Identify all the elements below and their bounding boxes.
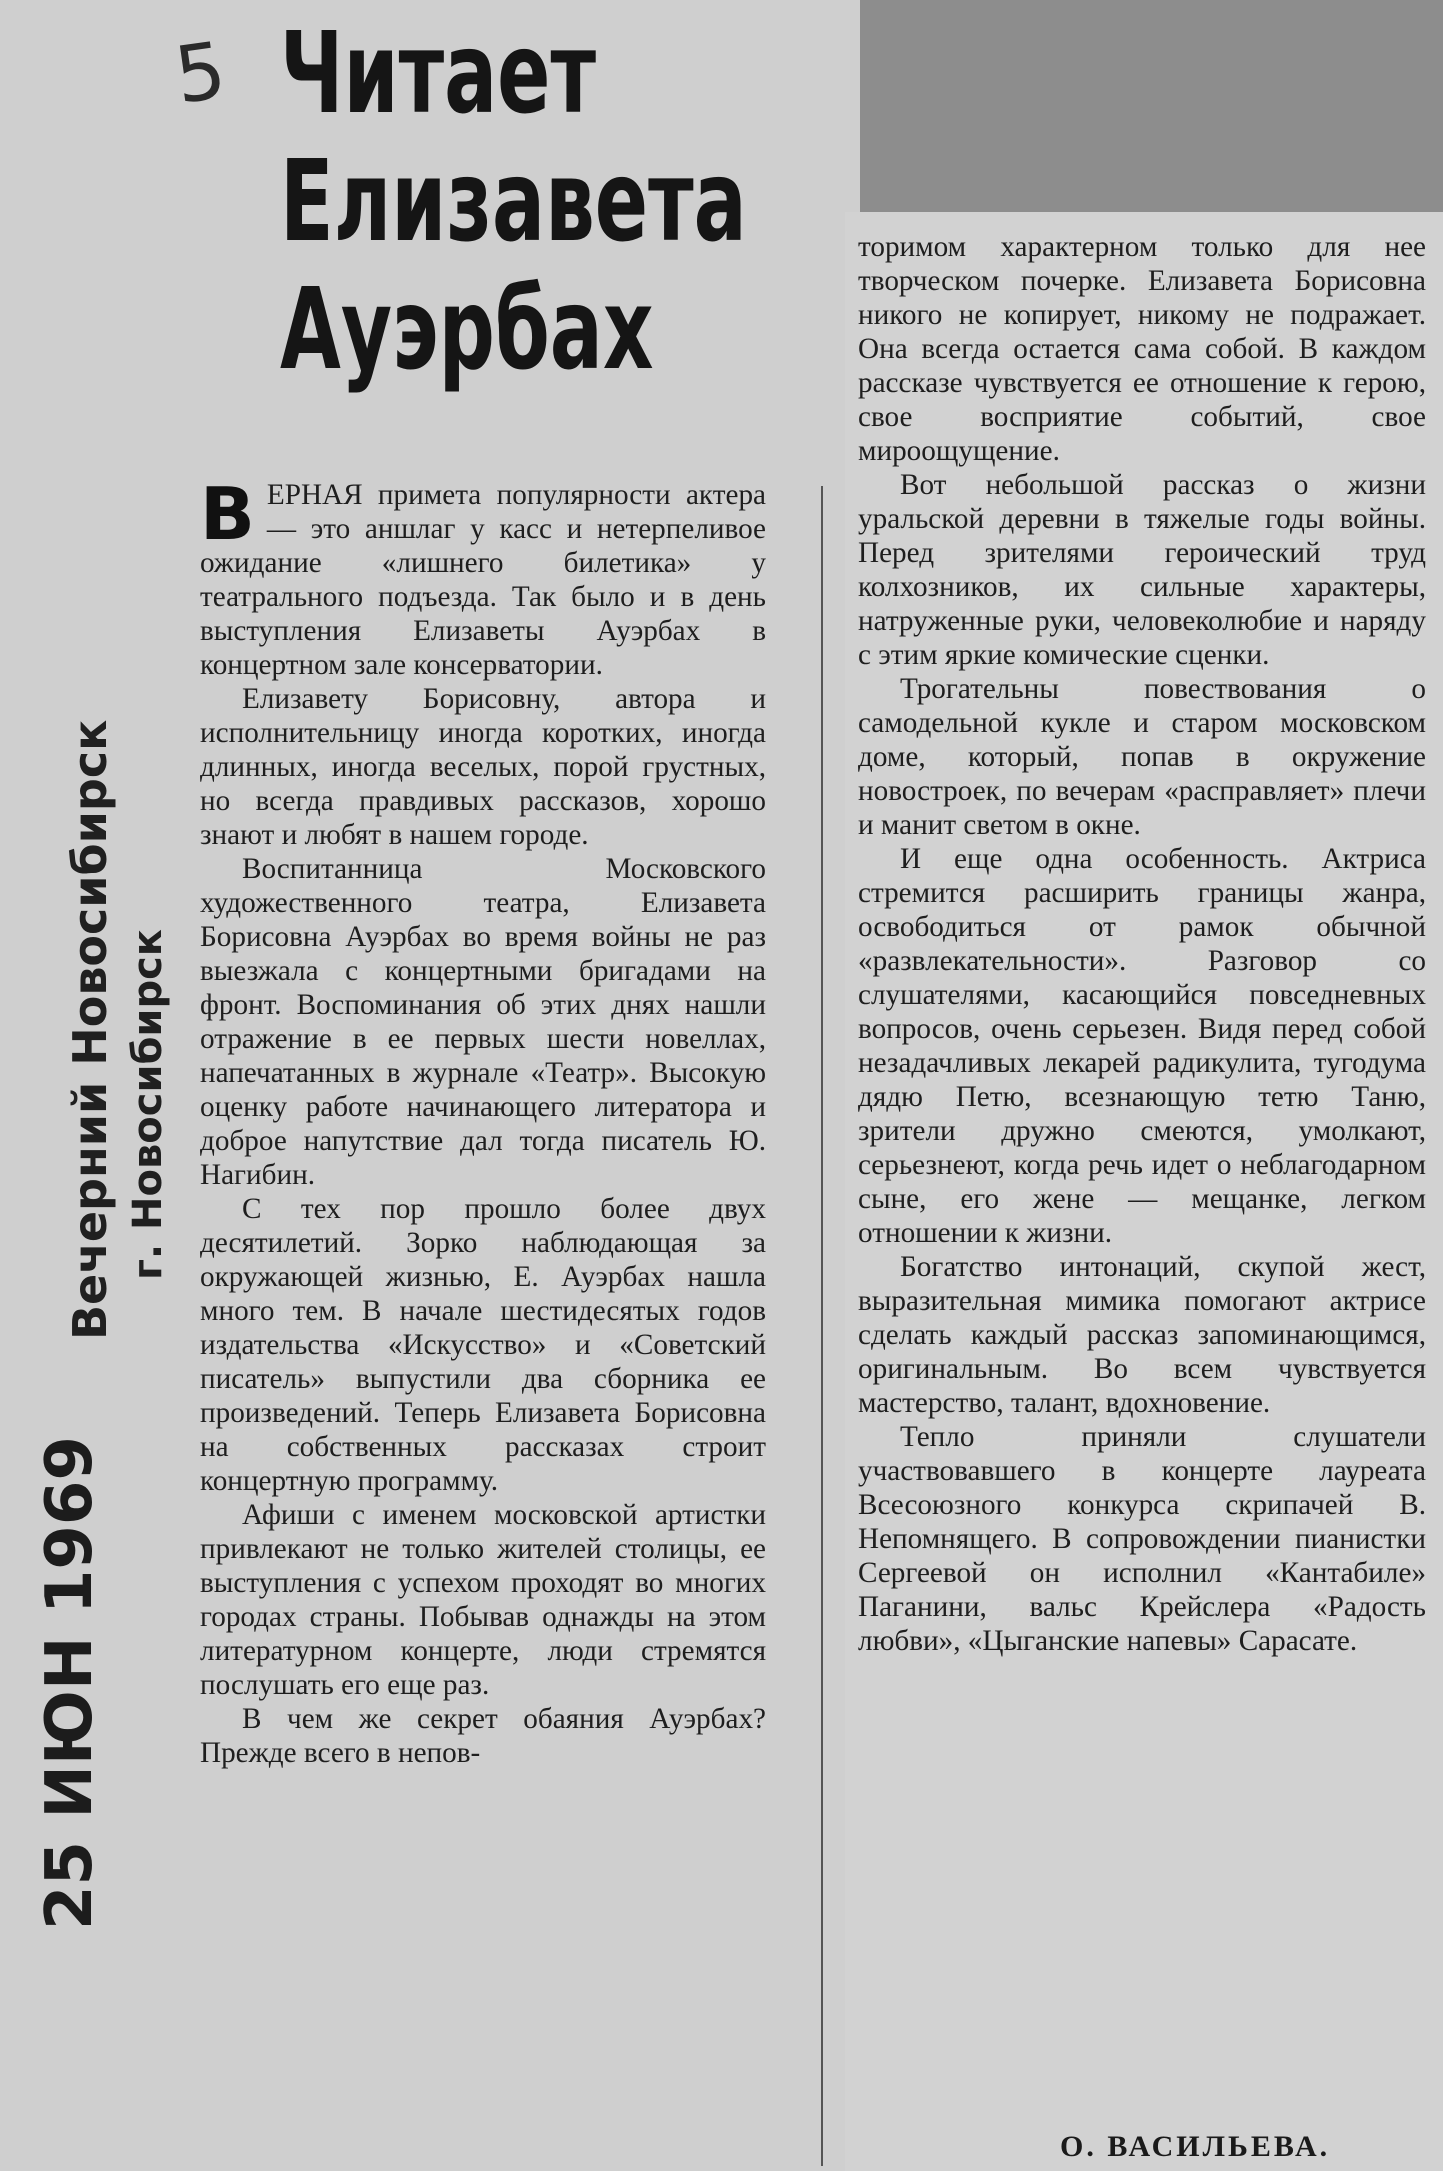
paragraph: Тепло приняли слушатели участвовавшего в концерте лауреата Всесоюзного конкурса скрипачей В. Непомнящего. В сопровождении пианистки Сергеевой он исполнил «Кантабиле» Паганини, вальс Крейслера «Радость любви», «Цыганские напевы» Сарасате. bbox=[858, 1421, 1426, 1657]
stamp-city: г. Новосибирск bbox=[125, 929, 171, 1280]
paragraph: С тех пор прошло более двух десятилетий. Зорко наблюдающая за окружающей жизнью, Е. Ауэрбах нашла много тем. В начале шестидесятых годов издательства «Искусство» и «Советский писатель» выпустили два сборника ее произведений. Теперь Елизавета Борисовна на собственных рассказах строит концертную программу. bbox=[200, 1193, 766, 1497]
headline-line-2: Елизавета bbox=[280, 137, 747, 267]
date-stamp bbox=[20, 1370, 130, 1930]
paragraph: Трогательны повествования о самодельной кукле и старом московском доме, который, попав в окружение новостроек, по вечерам «расправляет» плечи и манит светом в окне. bbox=[858, 673, 1426, 841]
date-stamp-text: 25 ИЮН 1969 bbox=[33, 1436, 107, 1930]
drop-cap: В bbox=[200, 472, 255, 556]
paragraph: Вот небольшой рассказ о жизни уральской деревни в тяжелые годы войны. Перед зрителями героический труд колхозников, их сильные характеры, натруженные руки, человеколюбие и наряду с этим яркие комические сценки. bbox=[858, 469, 1426, 671]
paragraph bbox=[200, 472, 766, 682]
column-divider bbox=[821, 486, 823, 2166]
newspaper-stamp bbox=[60, 700, 190, 1340]
author-signature: О. ВАСИЛЬЕВА. bbox=[1060, 2130, 1331, 2163]
handwritten-number: 5 bbox=[169, 25, 232, 122]
paragraph: торимом характерном только для нее творческом почерке. Елизавета Борисовна никого не копирует, никому не подражает. Она всегда остается сама собой. В каждом рассказе чувствуется ее отношение к герою, свое восприятие событий, свое мироощущение. bbox=[858, 231, 1426, 467]
article-headline bbox=[280, 9, 747, 395]
article-column-2 bbox=[858, 230, 1426, 1658]
scanner-background bbox=[860, 0, 1443, 212]
stamp-newspaper-name: Вечерний Новосибирск bbox=[63, 719, 117, 1340]
paragraph: Воспитанница Московского художественного театра, Елизавета Борисовна Ауэрбах во время войны не раз выезжала с концертными бригадами на фронт. Воспоминания об этих днях нашли отражение в ее первых шести новеллах, напечатанных в журнале «Театр». Высокую оценку работе начинающего литератора и доброе напутствие дал тогда писатель Ю. Нагибин. bbox=[200, 853, 766, 1191]
paragraph: В чем же секрет обаяния Ауэрбах? Прежде всего в непов- bbox=[200, 1703, 766, 1769]
paragraph: Богатство интонаций, скупой жест, выразительная мимика помогают актрисе сделать каждый рассказ запоминающимся, оригинальным. Во всем чувствуется мастерство, талант, вдохновение. bbox=[858, 1251, 1426, 1419]
paragraph: И еще одна особенность. Актриса стремится расширить границы жанра, освободиться от рамок обычной «развлекательности». Разговор со слушателями, касающийся повседневных вопросов, очень серьезен. Видя перед собой незадачливых лекарей радикулита, тугодума дядю Петю, всезнающую тетю Таню, зрители дружно смеются, умолкают, серьезнеют, когда речь идет о неблагодарном сыне, его жене — мещанке, легком отношении к жизни. bbox=[858, 843, 1426, 1249]
paragraph: Афиши с именем московской артистки привлекают не только жителей столицы, ее выступления с успехом проходят во многих городах страны. Побывав однажды на этом литературном концерте, люди стремятся послушать его еще раз. bbox=[200, 1499, 766, 1701]
paragraph: Елизавету Борисовну, автора и исполнительницу иногда коротких, иногда длинных, иногда веселых, порой грустных, но всегда правдивых рассказов, хорошо знают и любят в нашем городе. bbox=[200, 683, 766, 851]
article-column-1 bbox=[200, 472, 766, 1770]
paragraph-text: ЕРНАЯ примета популярности актера — это аншлаг у касс и нетерпеливое ожидание «лишнего билетика» у театрального подъезда. Так было и в день выступления Елизаветы Ауэрбах в концертном зале консерватории. bbox=[200, 479, 766, 681]
headline-line-1: Читает bbox=[280, 9, 597, 139]
headline-line-3: Ауэрбах bbox=[280, 265, 654, 395]
